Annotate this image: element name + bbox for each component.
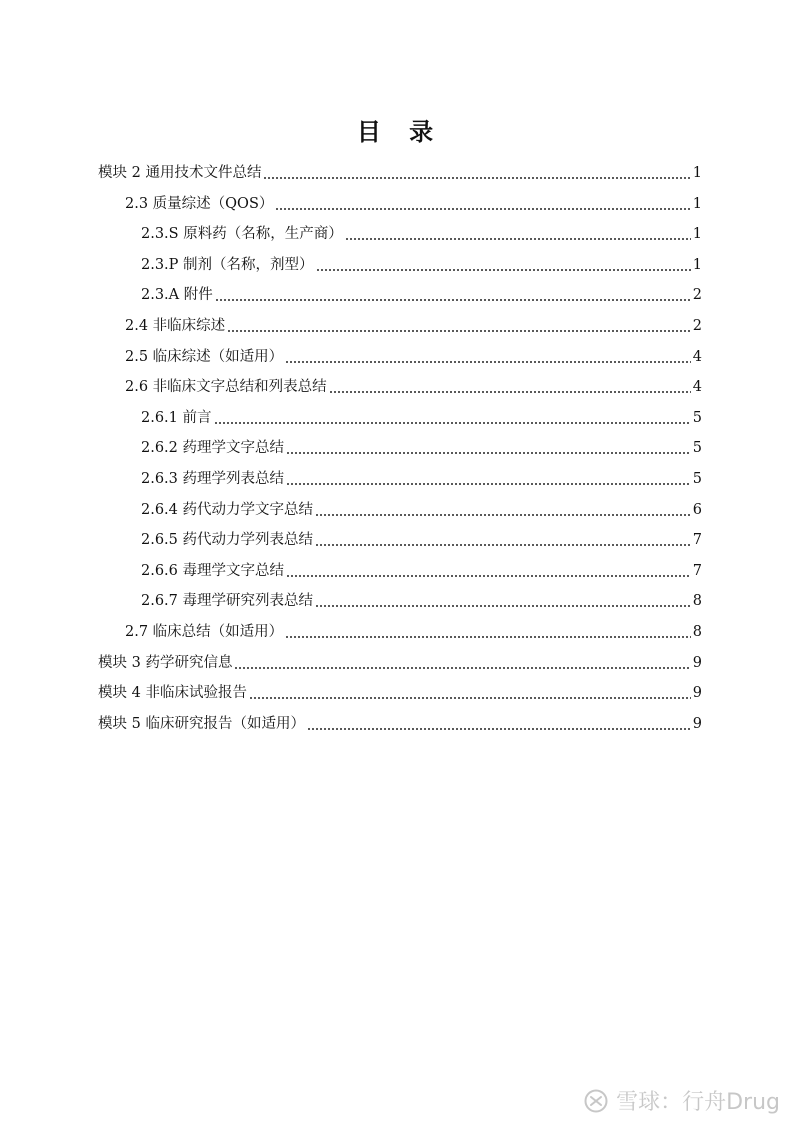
- toc-dot-leader: [315, 514, 691, 516]
- toc-entry[interactable]: [125, 312, 702, 336]
- toc-dot-leader: [286, 483, 691, 485]
- toc-entry-label: 2.6.4 药代动力学文字总结: [141, 501, 314, 518]
- toc-entry-label: 2.6.6 毒理学文字总结: [141, 562, 285, 579]
- toc-entry-label: 2.7 临床总结（如适用）: [125, 624, 284, 640]
- toc-entry[interactable]: [141, 281, 702, 305]
- toc-entry-page: 8: [692, 624, 702, 640]
- toc-entry[interactable]: [125, 618, 702, 642]
- toc-entry[interactable]: [141, 434, 702, 458]
- toc-dot-leader: [214, 422, 691, 424]
- watermark-text: 雪球：行舟Drug: [616, 1090, 780, 1115]
- toc-dot-leader: [329, 391, 691, 393]
- toc-entry-label: 2.6.3 药理学列表总结: [141, 471, 285, 487]
- toc-entry[interactable]: [141, 526, 702, 550]
- toc-entry[interactable]: [141, 220, 702, 244]
- toc-entry-label: 2.4 非临床综述: [125, 318, 226, 334]
- xueqiu-logo-icon: [584, 1089, 608, 1113]
- toc-entry-page: 9: [692, 685, 702, 702]
- toc-entry-page: 6: [692, 501, 702, 518]
- toc-entry-page: 4: [692, 379, 702, 396]
- toc-entry-label: 2.6.7 毒理学研究列表总结: [141, 593, 314, 610]
- toc-entry[interactable]: [125, 373, 702, 397]
- toc-dot-leader: [286, 452, 691, 454]
- toc-entry-label: 模块 2 通用技术文件总结: [98, 165, 262, 181]
- toc-entry-page: 5: [692, 409, 702, 426]
- toc-entry[interactable]: [98, 649, 702, 673]
- toc-entry[interactable]: [98, 159, 702, 183]
- toc-dot-leader: [315, 544, 691, 546]
- toc-entry-label: 2.3 质量综述（QOS）: [125, 195, 274, 212]
- toc-entry-page: 7: [692, 562, 702, 579]
- toc-entry[interactable]: [141, 404, 702, 428]
- toc-entry-label: 模块 5 临床研究报告（如适用）: [98, 715, 305, 732]
- toc-entry-label: 2.6.2 药理学文字总结: [141, 440, 285, 457]
- toc-entry-label: 2.3.P 制剂（名称，剂型）: [141, 256, 314, 273]
- toc-entry-label: 2.5 临床综述（如适用）: [125, 348, 284, 365]
- toc-dot-leader: [315, 605, 691, 607]
- toc-entry-page: 7: [692, 532, 702, 549]
- toc-entry-label: 2.3.S 原料药（名称，生产商）: [141, 226, 343, 243]
- watermark: [584, 1085, 780, 1116]
- toc-entry[interactable]: [141, 496, 702, 520]
- toc-dot-leader: [263, 177, 690, 179]
- toc-dot-leader: [275, 208, 690, 210]
- toc-dot-leader: [307, 728, 691, 730]
- toc-dot-leader: [227, 330, 691, 332]
- toc-title: 目 录: [356, 117, 444, 146]
- toc-dot-leader: [285, 361, 691, 363]
- toc-entry-page: 1: [692, 165, 702, 181]
- toc-entry[interactable]: [141, 251, 702, 275]
- toc-entry-label: 2.3.A 附件: [141, 287, 213, 304]
- toc-entry[interactable]: [141, 557, 702, 581]
- toc-entry[interactable]: [98, 710, 702, 734]
- toc-dot-leader: [316, 269, 691, 271]
- toc-entry[interactable]: [125, 190, 702, 214]
- toc-entry[interactable]: [141, 465, 702, 489]
- toc-dot-leader: [286, 575, 691, 577]
- toc-entry[interactable]: [125, 343, 702, 367]
- toc-entry-page: 9: [692, 654, 702, 671]
- toc-entry-page: 1: [692, 226, 702, 243]
- toc-entry-label: 2.6.1 前言: [141, 409, 212, 426]
- toc-entry-page: 1: [692, 195, 702, 212]
- toc-entry[interactable]: [141, 587, 702, 611]
- toc-entry-label: 模块 4 非临床试验报告: [98, 685, 247, 702]
- toc-entry-label: 2.6.5 药代动力学列表总结: [141, 532, 314, 549]
- toc-entry-page: 2: [692, 287, 702, 304]
- toc-dot-leader: [234, 667, 690, 669]
- toc-dot-leader: [345, 238, 691, 240]
- toc-entry-page: 4: [692, 348, 702, 365]
- toc-dot-leader: [215, 299, 691, 301]
- toc-entry-page: 2: [692, 318, 702, 334]
- toc-entry-label: 模块 3 药学研究信息: [98, 654, 233, 671]
- toc-entry-page: 5: [692, 440, 702, 457]
- toc-entry[interactable]: [98, 679, 702, 703]
- toc-entry-page: 8: [692, 593, 702, 610]
- toc-dot-leader: [249, 697, 691, 699]
- toc-entry-page: 9: [692, 715, 702, 732]
- toc-dot-leader: [285, 636, 691, 638]
- toc-entry-page: 5: [692, 471, 702, 487]
- toc-entry-label: 2.6 非临床文字总结和列表总结: [125, 379, 327, 396]
- toc-entry-page: 1: [692, 256, 702, 273]
